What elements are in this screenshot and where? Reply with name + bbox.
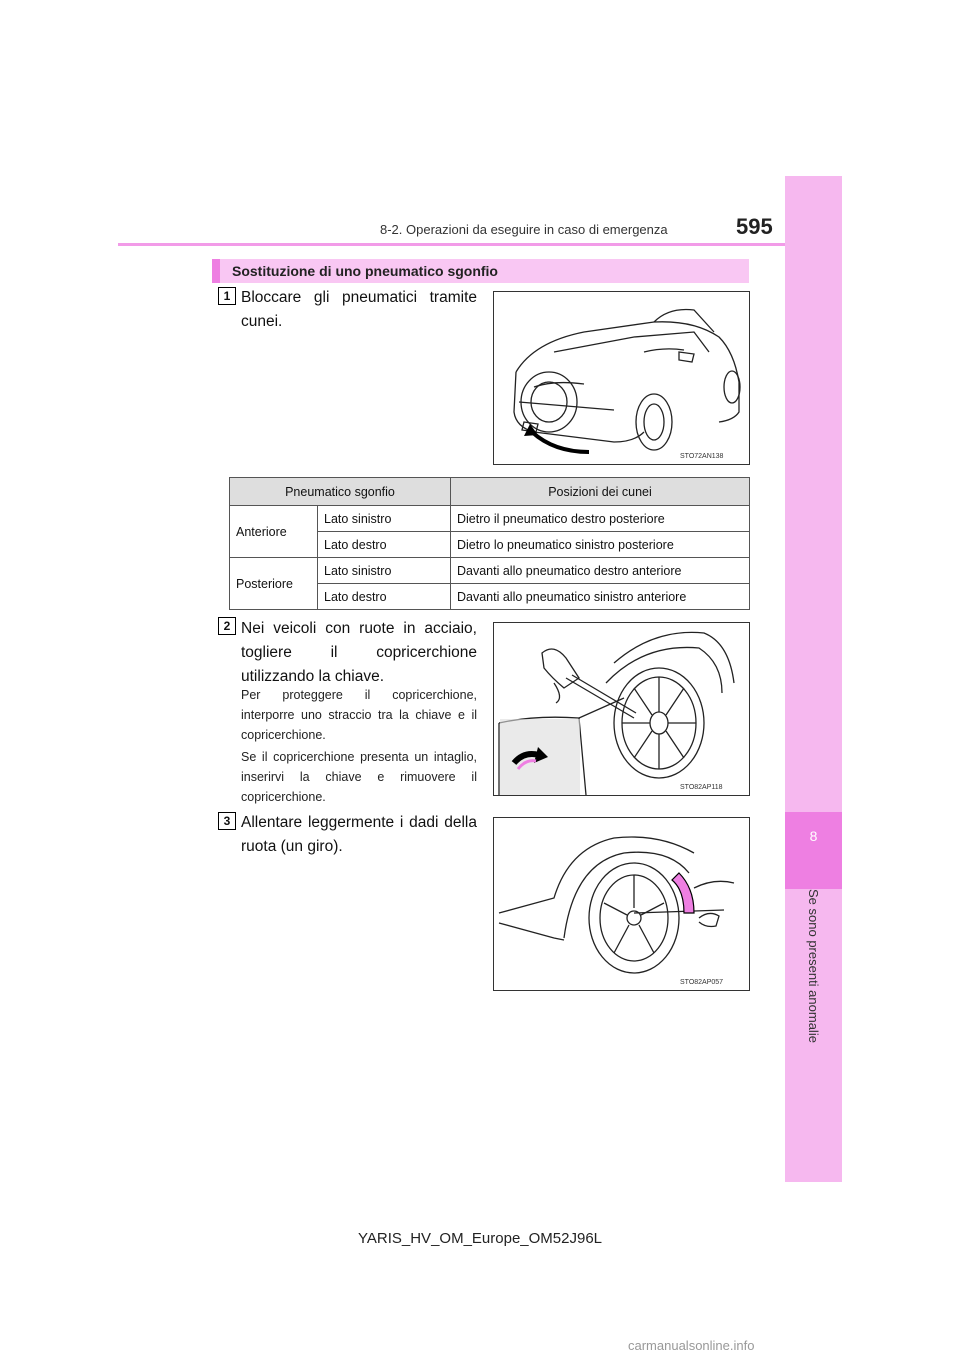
chapter-label-text: Se sono presenti anomalie	[806, 889, 821, 1043]
subsection-bar	[212, 259, 749, 283]
illustration-code-3: STO82AP057	[680, 979, 724, 986]
step-3-text: Allentare leggermente i dadi della ruota (un giro).	[241, 814, 477, 855]
table-header-row	[230, 478, 750, 506]
loosen-nuts-drawing	[494, 818, 749, 990]
illustration-wheel-chocks	[493, 291, 750, 465]
wedge-position-table	[229, 477, 750, 610]
page-number: 595	[736, 214, 773, 239]
step-1-badge: 1	[218, 287, 236, 305]
table-cell-position: Dietro lo pneumatico sinistro posteriore	[451, 532, 750, 558]
table-cell-tire: Anteriore	[230, 506, 318, 558]
car-chock-drawing	[494, 292, 749, 464]
step-2-note-1: Per proteggere il copricerchione, interporre uno straccio tra la chiave e il copricerchione.	[241, 688, 477, 742]
chapter-tab	[785, 812, 842, 889]
table-cell-position: Dietro il pneumatico destro posteriore	[451, 506, 750, 532]
table-cell-side: Lato destro	[318, 584, 451, 610]
table-cell-side: Lato sinistro	[318, 506, 451, 532]
illustration-loosen-nuts	[493, 817, 750, 991]
table-cell-tire: Posteriore	[230, 558, 318, 610]
illustration-code-1: STO72AN138	[680, 453, 724, 460]
table-row	[230, 506, 750, 532]
document-code: YARIS_HV_OM_Europe_OM52J96L	[357, 1230, 602, 1247]
table-cell-position: Davanti allo pneumatico sinistro anteriore	[451, 584, 750, 610]
step-2-badge: 2	[218, 617, 236, 635]
chapter-label	[785, 889, 842, 1089]
header-rule	[118, 243, 785, 246]
table-row	[230, 558, 750, 584]
table-header-cell: Posizioni dei cunei	[451, 478, 750, 506]
chapter-number: 8	[809, 828, 818, 844]
step-1-text: Bloccare gli pneumatici tramite cunei.	[241, 289, 477, 330]
step-2-text: Nei veicoli con ruote in acciaio, togliere il copricerchione utilizzando la chiave.	[241, 620, 477, 685]
subsection-title: Sostituzione di uno pneumatico sgonfio	[232, 263, 498, 279]
watermark: carmanualsonline.info	[628, 1338, 755, 1353]
section-title: 8-2. Operazioni da eseguire in caso di emergenza	[380, 222, 668, 237]
table-cell-position: Davanti allo pneumatico destro anteriore	[451, 558, 750, 584]
table-cell-side: Lato destro	[318, 532, 451, 558]
step-3-badge: 3	[218, 812, 236, 830]
table-header-cell: Pneumatico sgonfio	[230, 478, 451, 506]
illustration-remove-wheel-cap	[493, 622, 750, 796]
table-cell-side: Lato sinistro	[318, 558, 451, 584]
wheel-cap-drawing	[494, 623, 749, 795]
step-2-note-2: Se il copricerchione presenta un intaglio, inserirvi la chiave e rimuovere il copricerchione.	[241, 750, 477, 804]
illustration-code-2: STO82AP118	[680, 784, 723, 791]
